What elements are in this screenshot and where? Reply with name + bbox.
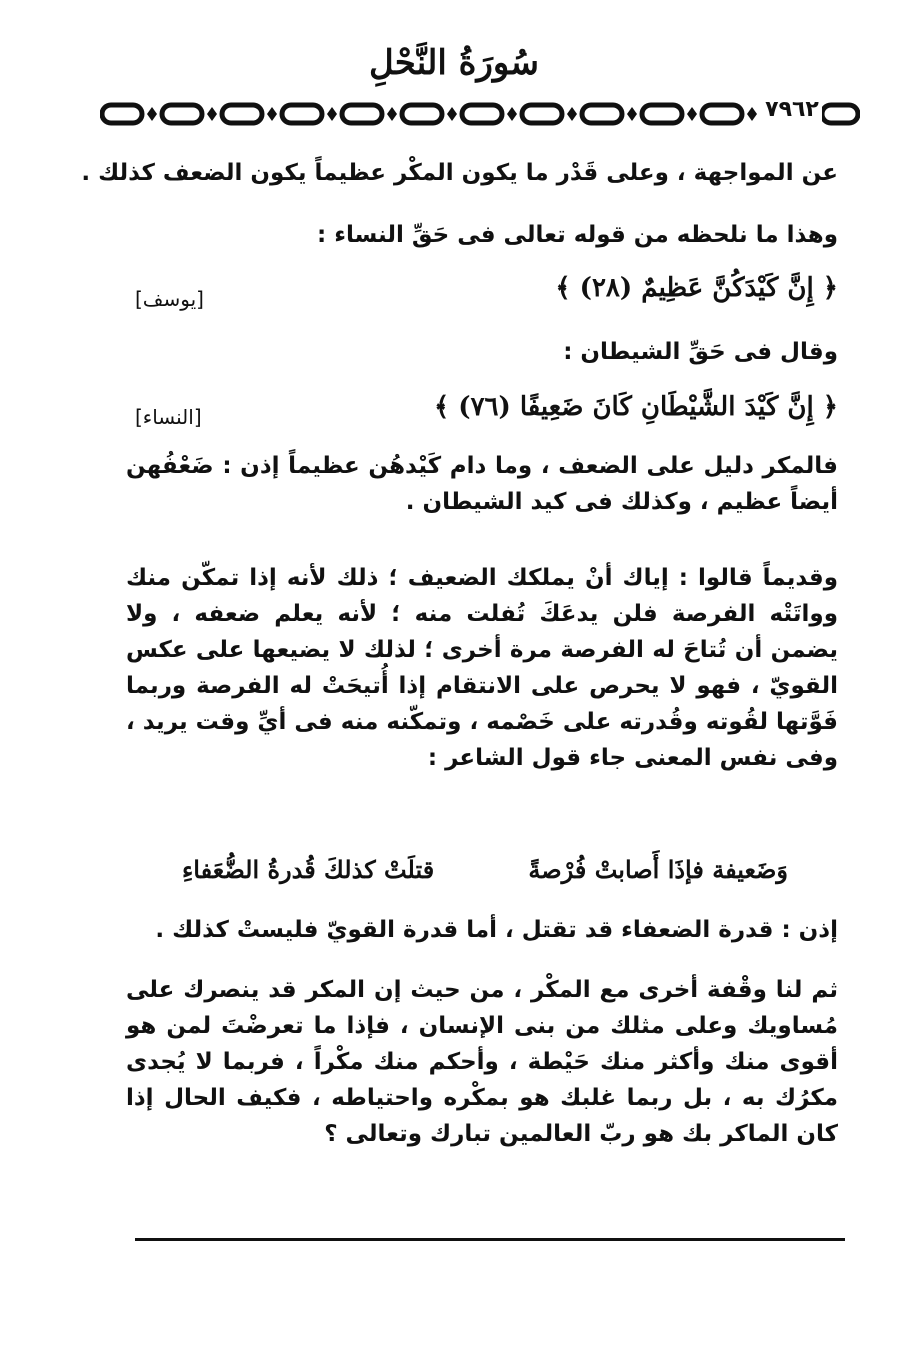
paragraph-4: فالمكر دليل على الضعف ، وما دام كَيْدهُن عظيماً إذن : ضَعْفُهن أيضاً عظيم ، وكذلك فى كيد الشيطان . [126,453,838,515]
paragraph-1: عن المواجهة ، وعلى قَدْر ما يكون المكْر عظيماً يكون الضعف كذلك . [81,160,838,186]
ornament-chain-icon [100,97,860,135]
quran-verse-2: ﴿ إِنَّ كَيْدَ الشَّيْطَانِ كَانَ ضَعِيفًا (٧٦) ﴾ [433,392,838,422]
surah-reference-1: [يوسف] [135,287,204,311]
paragraph-3: وقال فى حَقِّ الشيطان : [563,339,838,365]
poem-hemistich-right: وَضَعيفة فإذَا أَصابتْ فُرْصةً [528,855,788,884]
surah-reference-2: [النساء] [135,405,202,429]
page-number: ٧٩٦٢ [762,95,822,125]
quran-verse-1: ﴿ إِنَّ كَيْدَكُنَّ عَظِيمٌ (٢٨) ﴾ [555,273,838,303]
decorative-border [100,97,860,135]
paragraph-6: إذن : قدرة الضعفاء قد تقتل ، أما قدرة القويّ فليستْ كذلك . [155,917,838,943]
poem-hemistich-left: قتلَتْ كذلكَ قُدرةُ الضُّعَفاءِ [182,855,435,884]
paragraph-2: وهذا ما نلحظه من قوله تعالى فى حَقِّ النساء : [316,222,838,248]
paragraph-5: وقديماً قالوا : إياك أنْ يملكك الضعيف ؛ ذلك لأنه إذا تمكّن منك وواتَتْه الفرصة فلن يدعَكَ تُفلت منه ؛ لأنه يعلم ضعفه ، ولا يضمن أن تُتاحَ له الفرصة مرة أخرى ؛ لذلك لا يضيعها على عكس القويّ ، فهو لا يحرص على الانتقام إذا أُتيحَتْ له الفرصة وربما فَوَّتها لقُوته وقُدرته على خَصْمه ، وتمكّنه منه فى أيِّ وقت يريد ، وفى نفس المعنى جاء قول الشاعر : [126,565,838,771]
footer-divider [135,1238,845,1241]
surah-title: سُورَةُ النَّحْلِ [369,43,539,83]
paragraph-7: ثم لنا وقْفة أخرى مع المكْر ، من حيث إن المكر قد ينصرك على مُساويك وعلى مثلك من بنى الإنسان ، فإذا ما تعرضْتَ لمن هو أقوى منك وأكثر منك حَيْطة ، وأحكم منك مكْراً ، فربما لا يُجدى مكرُك به ، بل ربما غلبك هو بمكْره واحتياطه ، فكيف الحال إذا كان الماكر بك هو ربّ العالمين تبارك وتعالى ؟ [126,977,838,1147]
